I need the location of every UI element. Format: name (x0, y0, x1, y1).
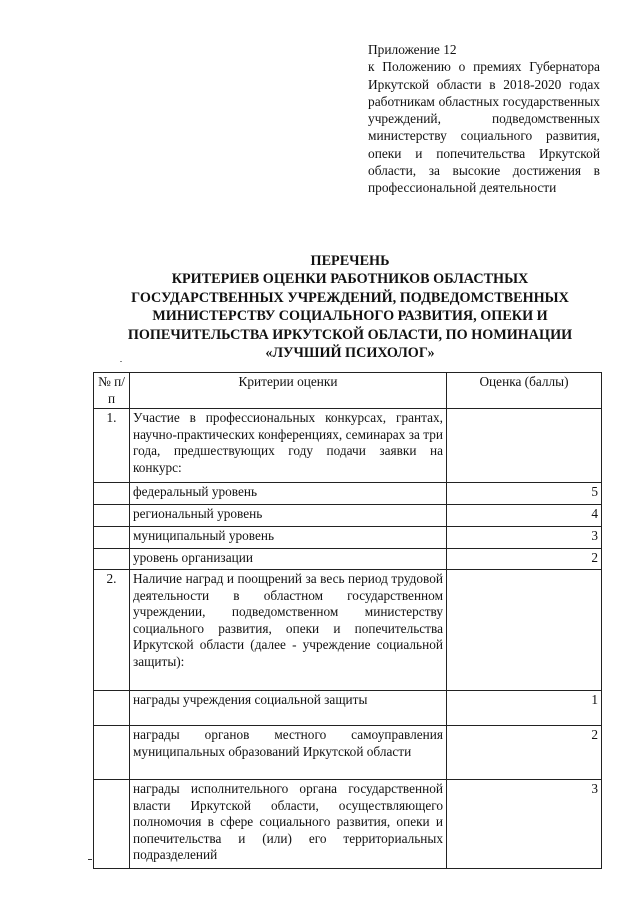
row-num (94, 527, 130, 549)
table-row (94, 570, 602, 691)
row-score (447, 409, 602, 483)
row-score: 4 (447, 505, 602, 527)
appendix-body: к Положению о премиях Губернатора Иркутской области в 2018-2020 годах работникам областных государственных учреждений, подведомственных министерству социального развития, опеки и попечительства Иркутской области, за высокие достижения в профессиональной деятельности (368, 59, 600, 196)
title-line-6: «ЛУЧШИЙ ПСИХОЛОГ» (265, 345, 435, 362)
criteria-table (93, 372, 602, 869)
row-criteria-text: награды исполнительного органа государственной власти Иркутской области, осуществляющего полномочия в сфере социального развития, опеки и попечительства и (или) его территориальных подразделений (133, 781, 443, 863)
header-criteria: Критерии оценки (130, 373, 447, 409)
table-row (94, 726, 602, 780)
title-line-5: ПОПЕЧИТЕЛЬСТВА ИРКУТСКОЙ ОБЛАСТИ, ПО НОМИНАЦИИ (127, 326, 573, 343)
row-score: 1 (447, 691, 602, 726)
row-criteria (130, 409, 447, 483)
row-num (94, 780, 130, 869)
row-num: 1. (94, 409, 130, 483)
row-criteria-text: Наличие наград и поощрений за весь период трудовой деятельности в областном государственном учреждении, подведомственном министерству социального развития, опеки и попечительства Иркутской области (далее - учреждение социальной защиты): (133, 571, 443, 669)
header-num: № п/п (94, 373, 130, 409)
document-title (90, 252, 610, 362)
table-header-row (94, 373, 602, 409)
table-row (94, 780, 602, 869)
row-num (94, 726, 130, 780)
title-line-2: КРИТЕРИЕВ ОЦЕНКИ РАБОТНИКОВ ОБЛАСТНЫХ (171, 271, 529, 288)
row-num (94, 505, 130, 527)
header-score: Оценка (баллы) (447, 373, 602, 409)
row-score (447, 570, 602, 691)
row-criteria-text: Участие в профессиональных конкурсах, грантах, научно-практических конференциях, семинарах за три года, предшествующих году подачи заявки на конкурс: (133, 410, 443, 475)
row-score: 2 (447, 549, 602, 570)
table-row (94, 691, 602, 726)
row-criteria (130, 726, 447, 780)
row-criteria: федеральный уровень (130, 483, 447, 505)
title-line-4: МИНИСТЕРСТВУ СОЦИАЛЬНОГО РАЗВИТИЯ, ОПЕКИ И (152, 308, 548, 325)
scan-speck (120, 361, 122, 362)
row-criteria: муниципальный уровень (130, 527, 447, 549)
row-score: 3 (447, 780, 602, 869)
table-row (94, 483, 602, 505)
row-criteria: региональный уровень (130, 505, 447, 527)
row-criteria-text: награды учреждения социальной защиты (133, 692, 368, 707)
row-num (94, 691, 130, 726)
row-criteria (130, 691, 447, 726)
table-row (94, 527, 602, 549)
row-num (94, 483, 130, 505)
table-continuation-mark (88, 859, 92, 860)
row-criteria (130, 780, 447, 869)
row-num: 2. (94, 570, 130, 691)
table-row (94, 549, 602, 570)
row-criteria: уровень организации (130, 549, 447, 570)
title-line-3: ГОСУДАРСТВЕННЫХ УЧРЕЖДЕНИЙ, ПОДВЕДОМСТВЕННЫХ (131, 289, 569, 306)
row-score: 5 (447, 483, 602, 505)
table-row (94, 505, 602, 527)
table-row (94, 409, 602, 483)
appendix-note (368, 41, 600, 197)
appendix-number: Приложение 12 (368, 42, 457, 57)
title-line-1: ПЕРЕЧЕНЬ (310, 253, 390, 269)
row-criteria (130, 570, 447, 691)
row-criteria-text: награды органов местного самоуправления муниципальных образований Иркутской области (133, 727, 443, 759)
row-score: 3 (447, 527, 602, 549)
row-score: 2 (447, 726, 602, 780)
row-num (94, 549, 130, 570)
